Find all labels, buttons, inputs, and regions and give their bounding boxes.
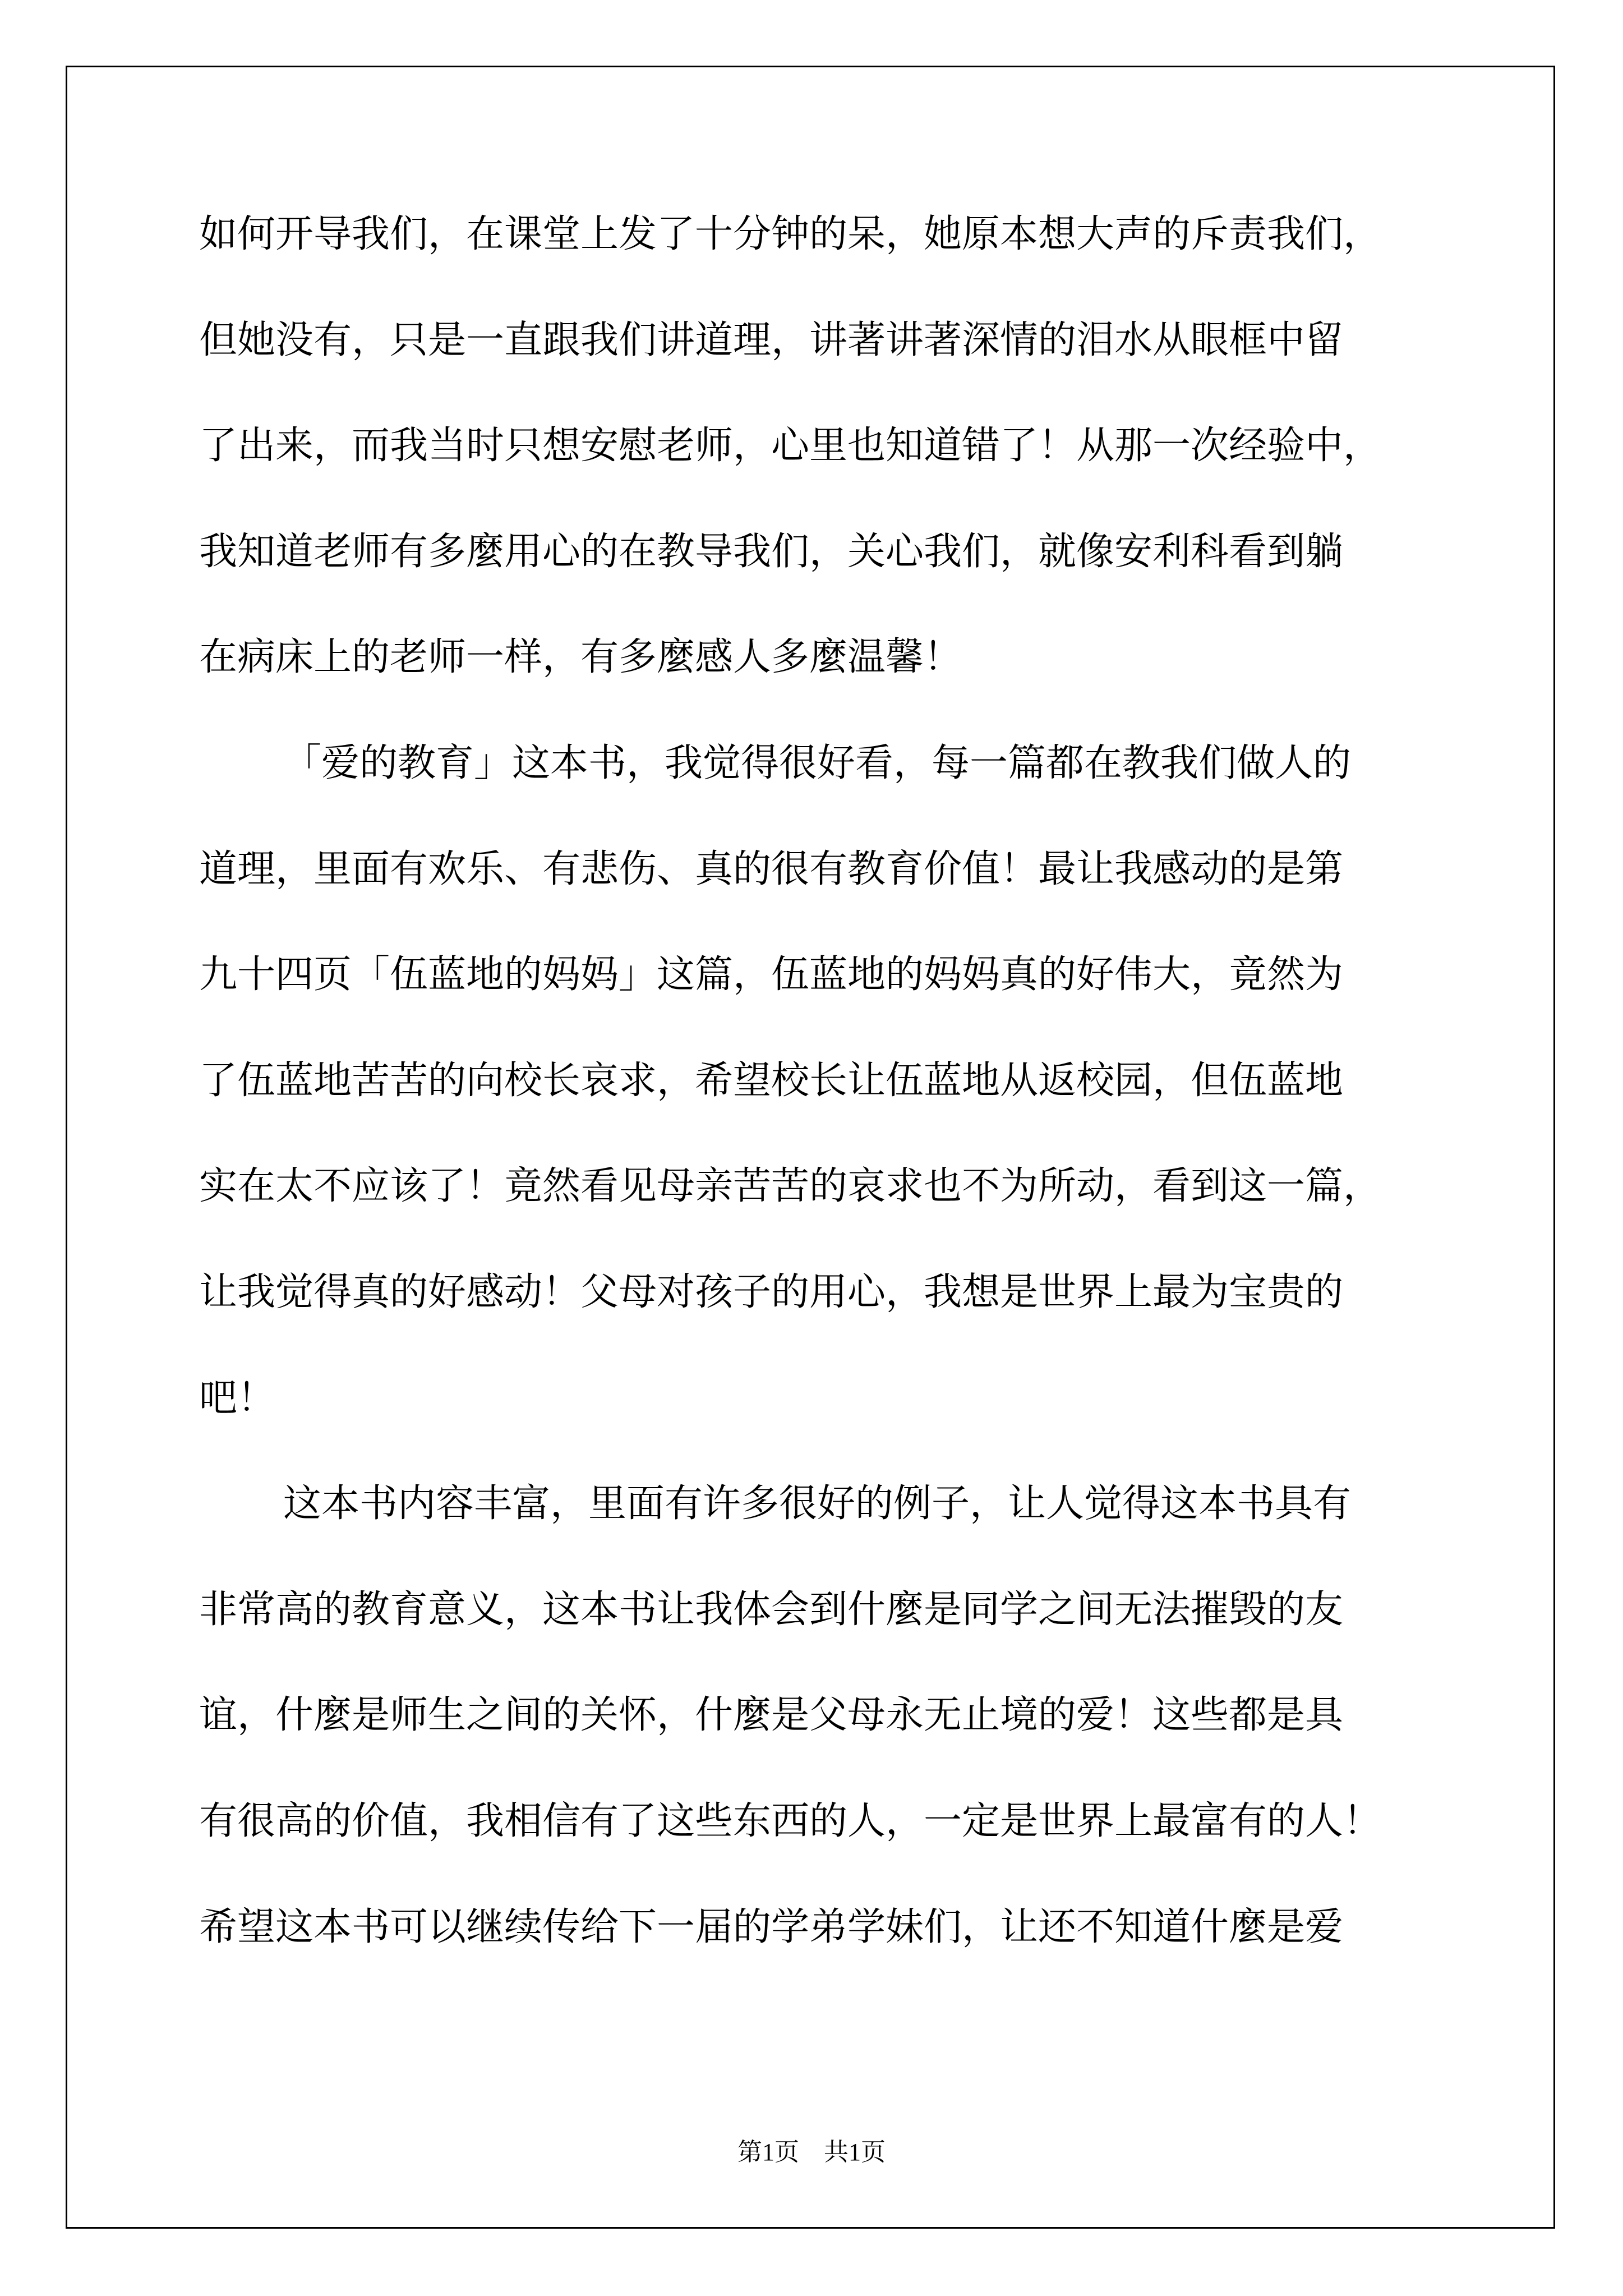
page-number-footer: 第1页 共1页 <box>737 2138 886 2166</box>
text-line: 了伍蓝地苦苦的向校长哀求，希望校长让伍蓝地从返校园，但伍蓝地 <box>199 1058 1344 1103</box>
text-line: 道理，里面有欢乐、有悲伤、真的很有教育价值！最让我感动的是第 <box>199 846 1344 891</box>
text-line: 非常高的教育意义，这本书让我体会到什麼是同学之间无法摧毁的友 <box>199 1587 1344 1632</box>
text-line: 了出来，而我当时只想安慰老师，心里也知道错了！从那一次经验中， <box>199 424 1382 468</box>
text-line: 这本书内容丰富，里面有许多很好的例子，让人觉得这本书具有 <box>283 1481 1352 1526</box>
text-line: 让我觉得真的好感动！父母对孩子的用心，我想是世界上最为宝贵的 <box>199 1269 1344 1314</box>
text-line: 在病床上的老师一样，有多麼感人多麼温馨！ <box>199 635 962 680</box>
text-line: 但她没有，只是一直跟我们讲道理，讲著讲著深情的泪水从眼框中留 <box>199 318 1344 362</box>
document-body <box>199 206 1433 2005</box>
text-line: 如何开导我们，在课堂上发了十分钟的呆，她原本想大声的斥责我们， <box>199 212 1382 256</box>
text-line: 实在太不应该了！竟然看见母亲苦苦的哀求也不为所动，看到这一篇， <box>199 1164 1382 1209</box>
text-line: 有很高的价值，我相信有了这些东西的人，一定是世界上最富有的人！ <box>199 1798 1382 1843</box>
text-line: 谊，什麼是师生之间的关怀，什麼是父母永无止境的爱！这些都是具 <box>199 1693 1344 1738</box>
text-line: 「爱的教育」这本书，我觉得很好看，每一篇都在教我们做人的 <box>283 740 1352 785</box>
text-line: 希望这本书可以继续传给下一届的学弟学妹们，让还不知道什麼是爱 <box>199 1904 1344 1949</box>
text-line: 吧！ <box>199 1375 276 1420</box>
text-line: 我知道老师有多麼用心的在教导我们，关心我们，就像安利科看到躺 <box>199 529 1344 574</box>
text-line: 九十四页「伍蓝地的妈妈」这篇，伍蓝地的妈妈真的好伟大，竟然为 <box>199 953 1344 997</box>
